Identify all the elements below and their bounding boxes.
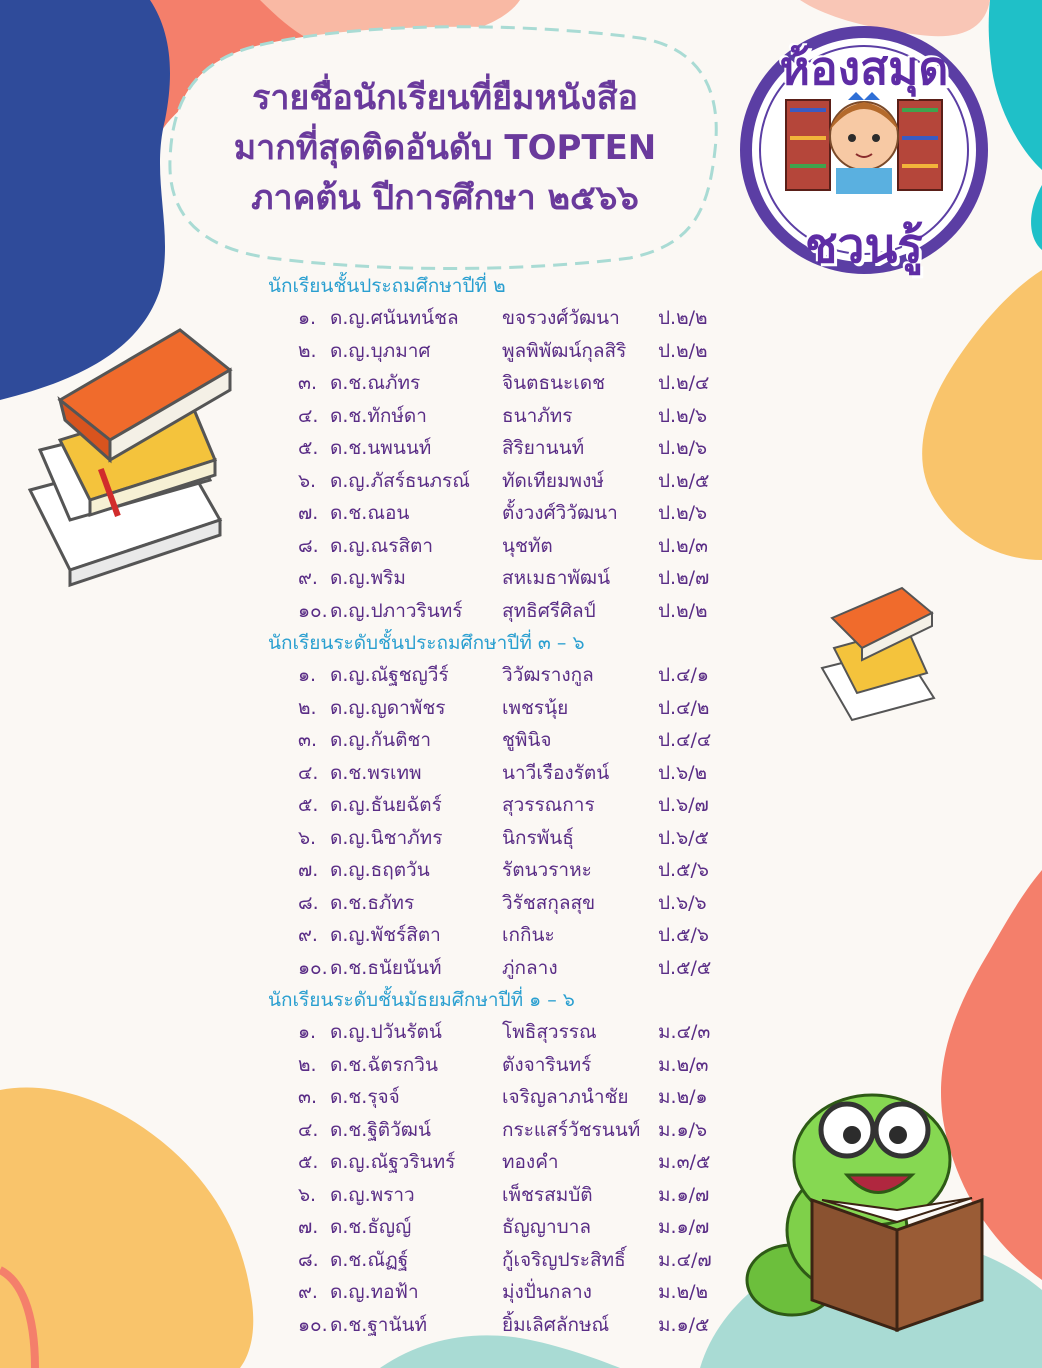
student-first-name: ด.ช.ฐานันท์ — [330, 1313, 427, 1336]
rank-number: ๕. — [298, 794, 319, 816]
class-label: ม.๒/๓ — [658, 1053, 709, 1076]
logo-title-bottom: ชวนรู้ — [804, 218, 924, 274]
student-first-name: ด.ช.รุจจ์ — [330, 1086, 400, 1108]
student-first-name: ด.ญ.ปภาวรินทร์ — [330, 599, 463, 622]
student-row — [268, 887, 748, 920]
student-row — [268, 1309, 748, 1342]
class-label: ป.๕/๕ — [658, 956, 712, 979]
student-row — [268, 757, 748, 790]
title-line-2: มากที่สุดติดอันดับ TOPTEN — [233, 128, 657, 168]
class-label: ม.๑/๖ — [658, 1118, 708, 1141]
teal-blob-right — [1031, 185, 1042, 250]
class-label: ป.๒/๖ — [658, 437, 708, 459]
student-first-name: ด.ญ.กันติชา — [330, 729, 432, 751]
student-first-name: ด.ช.ฐิติวัฒน์ — [330, 1118, 431, 1141]
rank-number: ๒. — [298, 696, 317, 719]
teal-blob-top-right — [989, 0, 1042, 170]
student-last-name: นุชทัต — [502, 534, 553, 557]
student-last-name: พูลพิพัฒน์กุลสิริ — [502, 339, 627, 362]
student-first-name: ด.ช.ณภัทร — [330, 372, 421, 394]
student-last-name: มุ่งปั่นกลาง — [502, 1281, 592, 1303]
student-row — [268, 692, 748, 725]
small-book-stack-illustration — [822, 588, 934, 720]
class-label: ป.๒/๖ — [658, 404, 708, 427]
student-last-name: กระแสร์วัชรนนท์ — [502, 1118, 641, 1141]
student-row — [268, 659, 748, 692]
section-heading: นักเรียนชั้นประถมศึกษาปีที่ ๒ — [268, 275, 506, 297]
student-row — [268, 595, 748, 628]
student-last-name: ยิ้มเลิศลักษณ์ — [502, 1313, 610, 1336]
class-label: ป.๒/๓ — [658, 534, 709, 557]
class-label: ป.๒/๒ — [658, 599, 708, 622]
student-last-name: ธนาภัทร — [502, 404, 573, 427]
student-last-name: วิวัฒรางกูล — [502, 664, 594, 686]
class-label: ป.๖/๒ — [658, 761, 708, 784]
student-row — [268, 400, 748, 433]
title-line-1: รายชื่อนักเรียนที่ยืมหนังสือ — [252, 78, 638, 118]
class-label: ป.๒/๒ — [658, 339, 708, 362]
student-last-name: เพ็ชรสมบัติ — [502, 1183, 593, 1206]
student-first-name: ด.ช.ฉัตรกวิน — [330, 1053, 438, 1076]
class-label: ม.๑/๗ — [658, 1216, 710, 1238]
class-label: ป.๒/๒ — [658, 307, 708, 329]
class-label: ม.๑/๗ — [658, 1183, 710, 1206]
student-row — [268, 1179, 748, 1212]
class-label: ป.๒/๔ — [658, 372, 710, 394]
student-first-name: ด.ช.ณอน — [330, 502, 410, 524]
class-label: ป.๒/๖ — [658, 502, 708, 524]
rank-number: ๓. — [298, 729, 318, 751]
rank-number: ๗. — [298, 1216, 319, 1238]
student-last-name: สุทธิศรีศิลป์ — [502, 599, 596, 622]
class-label: ป.๔/๔ — [658, 729, 712, 751]
rank-number: ๘. — [298, 891, 319, 914]
class-label: ป.๕/๖ — [658, 924, 709, 946]
rank-number: ๙. — [298, 1281, 318, 1303]
student-first-name: ด.ญ.ณัฐวรินทร์ — [330, 1151, 456, 1173]
student-last-name: นาวีเรืองรัตน์ — [502, 761, 610, 784]
student-row — [268, 335, 748, 368]
student-first-name: ด.ช.นพนนท์ — [330, 437, 432, 459]
student-row — [268, 1244, 748, 1277]
student-first-name: ด.ญ.พริม — [330, 567, 406, 589]
student-row — [268, 789, 748, 822]
student-row — [268, 1016, 748, 1049]
student-last-name: เกกินะ — [502, 924, 555, 946]
class-label: ม.๑/๕ — [658, 1313, 710, 1336]
student-row — [268, 562, 748, 595]
student-row — [268, 1146, 748, 1179]
student-last-name: เจริญลาภนำชัย — [502, 1086, 629, 1108]
student-first-name: ด.ญ.ปวันรัตน์ — [330, 1021, 442, 1043]
student-row — [268, 854, 748, 887]
rank-number: ๑. — [298, 1021, 317, 1043]
yellow-blob-bottom-left — [0, 1087, 253, 1368]
rank-number: ๔. — [298, 761, 319, 784]
student-first-name: ด.ญ.พัชร์สิตา — [330, 924, 441, 946]
student-first-name: ด.ญ.ญดาพัชร — [330, 696, 446, 719]
class-label: ป.๖/๕ — [658, 826, 709, 849]
student-row — [268, 367, 748, 400]
student-first-name: ด.ญ.ศนันทน์ชล — [330, 307, 459, 329]
rank-number: ๔. — [298, 404, 319, 427]
student-row — [268, 724, 748, 757]
library-logo — [732, 18, 996, 282]
student-row — [268, 465, 748, 498]
section-heading: นักเรียนระดับชั้นมัธยมศึกษาปีที่ ๑ – ๖ — [268, 989, 575, 1011]
student-last-name: นิกรพันธุ์ — [502, 826, 574, 849]
class-label: ม.๔/๓ — [658, 1021, 711, 1043]
student-first-name: ด.ญ.ณัฐชญวีร์ — [330, 664, 449, 686]
student-last-name: จินตธนะเดช — [502, 372, 605, 394]
class-label: ม.๓/๕ — [658, 1151, 711, 1173]
student-first-name: ด.ช.พรเทพ — [330, 761, 422, 784]
class-label: ป.๔/๒ — [658, 696, 710, 719]
student-last-name: วิรัชสกุลสุข — [502, 891, 596, 914]
class-label: ป.๒/๕ — [658, 469, 710, 492]
navy-blob-left — [0, 0, 170, 400]
student-first-name: ด.ช.ทักษ์ดา — [330, 404, 427, 427]
student-last-name: โพธิสุวรรณ — [502, 1021, 597, 1043]
rank-number: ๒. — [298, 339, 317, 362]
section-heading: นักเรียนระดับชั้นประถมศึกษาปีที่ ๓ – ๖ — [268, 632, 585, 654]
rank-number: ๘. — [298, 534, 319, 557]
rank-number: ๕. — [298, 1151, 319, 1173]
rank-number: ๑๐. — [298, 1313, 328, 1336]
student-row — [268, 432, 748, 465]
student-last-name: รัตนวราหะ — [502, 859, 592, 881]
student-first-name: ด.ญ.ทอฟ้า — [330, 1281, 419, 1303]
student-row — [268, 1049, 748, 1082]
rank-number: ๓. — [298, 1086, 318, 1108]
class-label: ป.๖/๗ — [658, 794, 709, 816]
student-last-name: สหเมธาพัฒน์ — [502, 567, 611, 589]
rank-number: ๓. — [298, 372, 318, 394]
student-last-name: ทัดเทียมพงษ์ — [502, 469, 604, 492]
student-last-name: สุวรรณการ — [502, 794, 595, 816]
student-row — [268, 1211, 748, 1244]
rank-number: ๑. — [298, 664, 317, 686]
student-row — [268, 822, 748, 855]
student-first-name: ด.ญ.บุภมาศ — [330, 339, 431, 362]
student-first-name: ด.ญ.ภัสร์ธนภรณ์ — [330, 469, 470, 492]
student-last-name: ภู่กลาง — [502, 956, 558, 979]
student-first-name: ด.ญ.ธฤตวัน — [330, 859, 430, 881]
student-first-name: ด.ญ.ณรสิตา — [330, 534, 434, 557]
student-last-name: ทองคำ — [502, 1151, 559, 1173]
yellow-blob-right — [922, 270, 1042, 560]
rank-number: ๖. — [298, 826, 317, 849]
student-first-name: ด.ญ.นิชาภัทร — [330, 826, 443, 849]
student-last-name: ขจรวงศ์วัฒนา — [502, 307, 620, 329]
rank-number: ๙. — [298, 567, 318, 589]
student-last-name: ชูพินิจ — [502, 729, 552, 751]
student-last-name: ธัญญาบาล — [502, 1216, 592, 1238]
rank-number: ๑๐. — [298, 956, 328, 979]
student-last-name: สิริยานนท์ — [502, 437, 585, 459]
student-row — [268, 302, 748, 335]
class-label: ป.๕/๖ — [658, 859, 709, 881]
student-row — [268, 952, 748, 985]
rank-number: ๘. — [298, 1248, 319, 1271]
student-first-name: ด.ช.ณัฏฐ์ — [330, 1248, 409, 1271]
class-label: ป.๒/๗ — [658, 567, 710, 589]
title-line-3: ภาคต้น ปีการศึกษา ๒๕๖๖ — [251, 178, 639, 218]
student-row — [268, 1276, 748, 1309]
class-label: ป.๖/๖ — [658, 891, 707, 914]
page-title — [175, 28, 715, 268]
student-first-name: ด.ช.ธนัยนันท์ — [330, 956, 442, 979]
rank-number: ๗. — [298, 859, 319, 881]
student-first-name: ด.ช.ธัญญ์ — [330, 1216, 412, 1238]
rank-number: ๖. — [298, 469, 317, 492]
logo-title-top: ห้องสมุด — [779, 41, 949, 95]
rank-number: ๕. — [298, 437, 319, 459]
student-row — [268, 1114, 748, 1147]
rank-number: ๑. — [298, 307, 317, 329]
student-row — [268, 919, 748, 952]
rank-number: ๗. — [298, 502, 319, 524]
student-last-name: ตังจารินทร์ — [502, 1053, 592, 1076]
student-row — [268, 497, 748, 530]
rank-number: ๖. — [298, 1183, 317, 1206]
rank-number: ๒. — [298, 1053, 317, 1076]
student-first-name: ด.ญ.ธันยฉัตร์ — [330, 794, 442, 816]
rank-number: ๔. — [298, 1118, 319, 1141]
student-last-name: ตั้งวงศ์วิวัฒนา — [502, 502, 618, 524]
student-row — [268, 1081, 748, 1114]
class-label: ม.๔/๗ — [658, 1248, 712, 1271]
rank-number: ๑๐. — [298, 599, 328, 622]
rank-number: ๙. — [298, 924, 318, 946]
student-list — [268, 270, 748, 1341]
class-label: ม.๒/๒ — [658, 1281, 709, 1303]
student-row — [268, 530, 748, 563]
student-first-name: ด.ญ.พราว — [330, 1183, 415, 1206]
class-label: ม.๒/๑ — [658, 1086, 708, 1108]
student-first-name: ด.ช.ธภัทร — [330, 891, 415, 914]
student-last-name: เพชรนุ้ย — [502, 696, 569, 719]
student-last-name: กู้เจริญประสิทธิ์ — [502, 1248, 626, 1271]
class-label: ป.๔/๑ — [658, 664, 709, 686]
